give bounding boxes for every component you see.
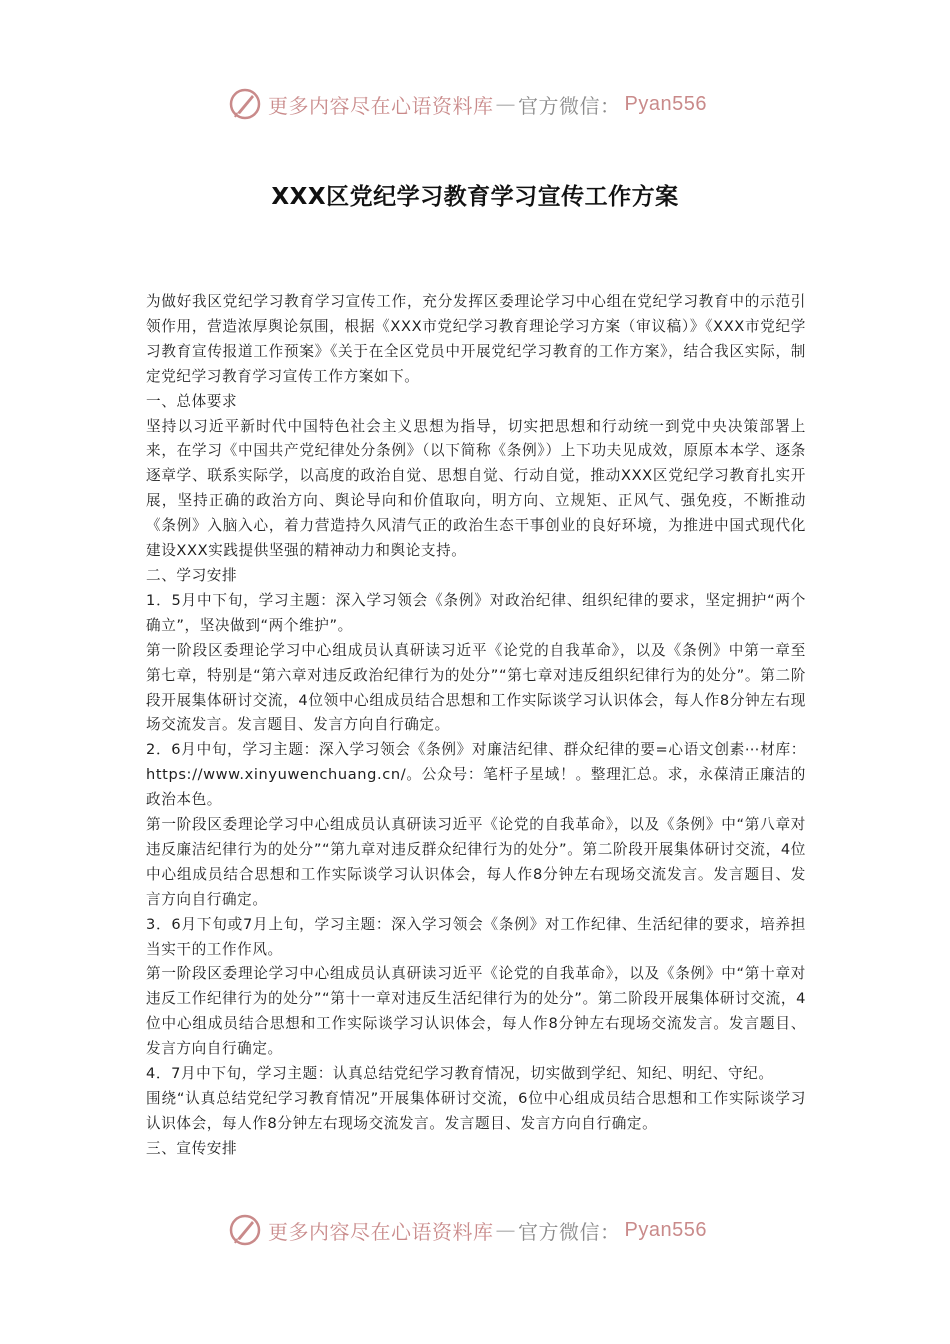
section-heading-general: 一、总体要求 — [146, 392, 238, 410]
paragraph-intro: 为做好我区党纪学习教育学习宣传工作，充分发挥区委理论学习中心组在党纪学习教育中的示范引领作用，营造浓厚舆论氛围，根据《XXX市党纪学习教育理论学习方案（审议稿）》《XXX市党纪学习教育宣传报道工作预案》《关于在全区党员中开展党纪学习教育的工作方案》，结合我区实际，制定党纪学习教育学习宣传工作方案如下。 — [146, 293, 806, 385]
watermark-label: 官方微信： — [518, 93, 621, 118]
watermark-site-text: 更多内容尽在心语资料库 — [268, 93, 494, 118]
section-heading-publicity: 三、宣传安排 — [146, 1139, 238, 1157]
paragraph-study-item-3-detail: 第一阶段区委理论学习中心组成员认真研读习近平《论党的自我革命》，以及《条例》中“第十章对违反工作纪律行为的处分”“第十一章对违反生活纪律行为的处分”。第二阶段开展集体研讨交流，4位中心组成员结合思想和工作实际谈学习认识体会，每人作8分钟左右现场交流发言。发言题目、发言方向自行确定。 — [146, 965, 806, 1058]
paragraph-study-item-1: 1．5月中下旬，学习主题：深入学习领会《条例》对政治纪律、组织纪律的要求，坚定拥护“两个确立”，坚决做到“两个维护”。 — [146, 591, 806, 634]
paragraph-general-requirements: 坚持以习近平新时代中国特色社会主义思想为指导，切实把思想和行动统一到党中央决策部署上来，在学习《中国共产党纪律处分条例》（以下简称《条例》）上下功夫见成效，原原本本学、逐条逐章学、联系实际学，以高度的政治自觉、思想自觉、行动自觉，推动XXX区党纪学习教育扎实开展，坚持正确的政治方向、舆论导向和价值取向，明方向、立规矩、正风气、强免疫，不断推动《条例》入脑入心，着力营造持久风清气正的政治生态干事创业的良好环境，为推进中国式现代化建设XXX实践提供坚强的精神动力和舆论支持。 — [146, 417, 806, 560]
paragraph-study-item-4-detail: 围绕“认真总结党纪学习教育情况”开展集体研讨交流，6位中心组成员结合思想和工作实际谈学习认识体会，每人作8分钟左右现场交流发言。发言题目、发言方向自行确定。 — [146, 1090, 806, 1132]
section-heading-study: 二、学习安排 — [146, 566, 238, 584]
watermark-dash: — — [495, 92, 516, 116]
quill-logo-icon — [228, 1213, 262, 1247]
paragraph-study-item-4: 4．7月中下旬，学习主题：认真总结党纪学习教育情况，切实做到学纪、知纪、明纪、守纪。 — [146, 1065, 774, 1083]
paragraph-study-item-2-detail: 第一阶段区委理论学习中心组成员认真研读习近平《论党的自我革命》，以及《条例》中“第八章对违反廉洁纪律行为的处分”“第九章对违反群众纪律行为的处分”。第二阶段开展集体研讨交流，4位中心组成员结合思想和工作实际谈学习认识体会，每人作8分钟左右现场交流发言。发言题目、发言方向自行确定。 — [146, 816, 806, 908]
quill-logo-icon — [228, 87, 262, 121]
watermark-account: Pyan556 — [624, 1218, 707, 1241]
paragraph-study-item-1-detail: 第一阶段区委理论学习中心组成员认真研读习近平《论党的自我革命》，以及《条例》中第一章至第七章，特别是“第六章对违反政治纪律行为的处分”“第七章对违反组织纪律行为的处分”。第二阶段开展集体研讨交流，4位领中心组成员结合思想和工作实际谈学习认识体会，每人作8分钟左右现场交流发言。发言题目、发言方向自行确定。 — [146, 641, 806, 734]
paragraph-study-item-3: 3．6月下旬或7月上旬，学习主题：深入学习领会《条例》对工作纪律、生活纪律的要求，培养担当实干的工作作风。 — [146, 915, 806, 958]
paragraph-study-item-2: 2．6月中旬，学习主题：深入学习领会《条例》对廉洁纪律、群众纪律的要=心语文创素⋯材库：https://www.xinyuwenchuang.cn/。公众号：笔杆子星域！。整理汇总。求，永葆清正廉洁的政治本色。 — [146, 741, 806, 809]
footer-watermark — [228, 1210, 707, 1250]
watermark-dash: — — [495, 1218, 516, 1242]
header-watermark — [228, 84, 707, 124]
document-title: XXX区党纪学习教育学习宣传工作方案 — [271, 184, 679, 210]
document-body — [146, 290, 806, 1162]
watermark-site-text: 更多内容尽在心语资料库 — [268, 1219, 494, 1244]
watermark-account: Pyan556 — [624, 92, 707, 115]
watermark-label: 官方微信： — [518, 1219, 621, 1244]
